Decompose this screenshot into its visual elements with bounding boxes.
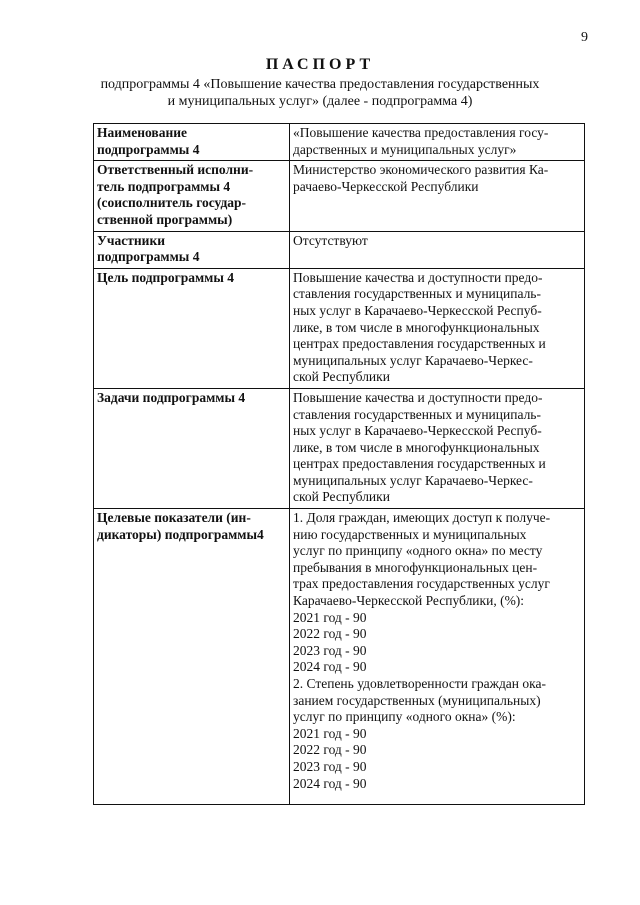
value-line: 2022 год - 90 <box>293 742 367 758</box>
label-line: Цель подпрограммы 4 <box>97 269 235 285</box>
value-line: 2021 год - 90 <box>293 609 367 625</box>
value-line: Карачаево-Черкесской Республики, (%): <box>293 593 525 609</box>
value-line: 2024 год - 90 <box>293 659 367 675</box>
value-line: 2023 год - 90 <box>293 758 367 774</box>
value-line: 2021 год - 90 <box>293 725 367 741</box>
label-line: Наименование <box>97 125 187 140</box>
table-row-goal <box>94 268 585 388</box>
label-line: Участники <box>97 232 166 248</box>
document-title: ПАСПОРТ <box>265 56 375 73</box>
value-line: центрах предоставления государственных и <box>293 456 546 472</box>
value-line: рачаево-Черкесской Республики <box>293 178 479 194</box>
page-number: 9 <box>581 30 588 45</box>
label-line: подпрограммы 4 <box>97 249 200 265</box>
value-line: дарственных и муниципальных услуг» <box>293 141 517 157</box>
subtitle-line: и муниципальных услуг» (далее - подпрограмма 4) <box>167 94 473 109</box>
row-label <box>94 388 290 508</box>
row-label <box>94 124 290 161</box>
row-value <box>290 388 585 508</box>
value-line: 1. Доля граждан, имеющих доступ к получе- <box>293 510 551 526</box>
value-line: Министерство экономического развития Ка- <box>293 162 549 178</box>
label-line: ственной программы) <box>97 211 233 227</box>
value-line: 2022 год - 90 <box>293 626 367 642</box>
label-line: дикаторы) подпрограммы4 <box>97 526 264 542</box>
value-line: Отсутствуют <box>293 232 368 248</box>
label-line: Задачи подпрограммы 4 <box>97 389 246 405</box>
table-row-executor <box>94 161 585 231</box>
label-line: Целевые показатели (ин- <box>97 510 251 526</box>
document-subtitle <box>0 76 640 110</box>
row-value <box>290 268 585 388</box>
value-line: муниципальных услуг Карачаево-Черкес- <box>293 472 533 488</box>
row-label <box>94 268 290 388</box>
value-line: ставления государственных и муниципаль- <box>293 286 541 302</box>
passport-table <box>93 123 585 805</box>
value-line: «Повышение качества предоставления госу- <box>293 125 549 140</box>
label-line: (соисполнитель государ- <box>97 195 247 211</box>
value-line: центрах предоставления государственных и <box>293 336 546 352</box>
value-line: 2. Степень удовлетворенности граждан ока- <box>293 676 546 691</box>
row-label <box>94 161 290 231</box>
label-line: подпрограммы 4 <box>97 141 200 157</box>
label-line: Ответственный исполни- <box>97 162 254 178</box>
row-value <box>290 124 585 161</box>
value-line: лике, в том числе в многофункциональных <box>293 439 540 455</box>
value-line: Повышение качества и доступности предо- <box>293 389 543 405</box>
value-line: муниципальных услуг Карачаево-Черкес- <box>293 352 533 368</box>
row-value <box>290 231 585 268</box>
value-line: ской Республики <box>293 369 390 385</box>
table-row-participants <box>94 231 585 268</box>
value-line: Повышение качества и доступности предо- <box>293 269 543 285</box>
table-row-tasks <box>94 388 585 508</box>
value-line: ской Республики <box>293 489 390 505</box>
value-line: лике, в том числе в многофункциональных <box>293 319 540 335</box>
row-label <box>94 509 290 805</box>
value-line: 2023 год - 90 <box>293 642 367 658</box>
table-row-name <box>94 124 585 161</box>
value-line: трах предоставления государственных услуг <box>293 576 550 592</box>
row-value <box>290 509 585 805</box>
value-line: услуг по принципу «одного окна» по месту <box>293 543 543 559</box>
subtitle-line: подпрограммы 4 «Повышение качества предоставления государственных <box>100 77 540 92</box>
value-line: нию государственных и муниципальных <box>293 526 527 542</box>
value-line: ставления государственных и муниципаль- <box>293 406 541 422</box>
row-value <box>290 161 585 231</box>
label-line: тель подпрограммы 4 <box>97 178 231 194</box>
value-line: 2024 год - 90 <box>293 775 367 791</box>
value-line: услуг по принципу «одного окна» (%): <box>293 709 516 725</box>
table-row-indicators <box>94 509 585 805</box>
value-line: пребывания в многофункциональных цен- <box>293 559 538 575</box>
value-line: ных услуг в Карачаево-Черкесской Респуб- <box>293 423 542 439</box>
row-label <box>94 231 290 268</box>
value-line: ных услуг в Карачаево-Черкесской Респуб- <box>293 302 542 318</box>
value-line: занием государственных (муниципальных) <box>293 692 541 708</box>
